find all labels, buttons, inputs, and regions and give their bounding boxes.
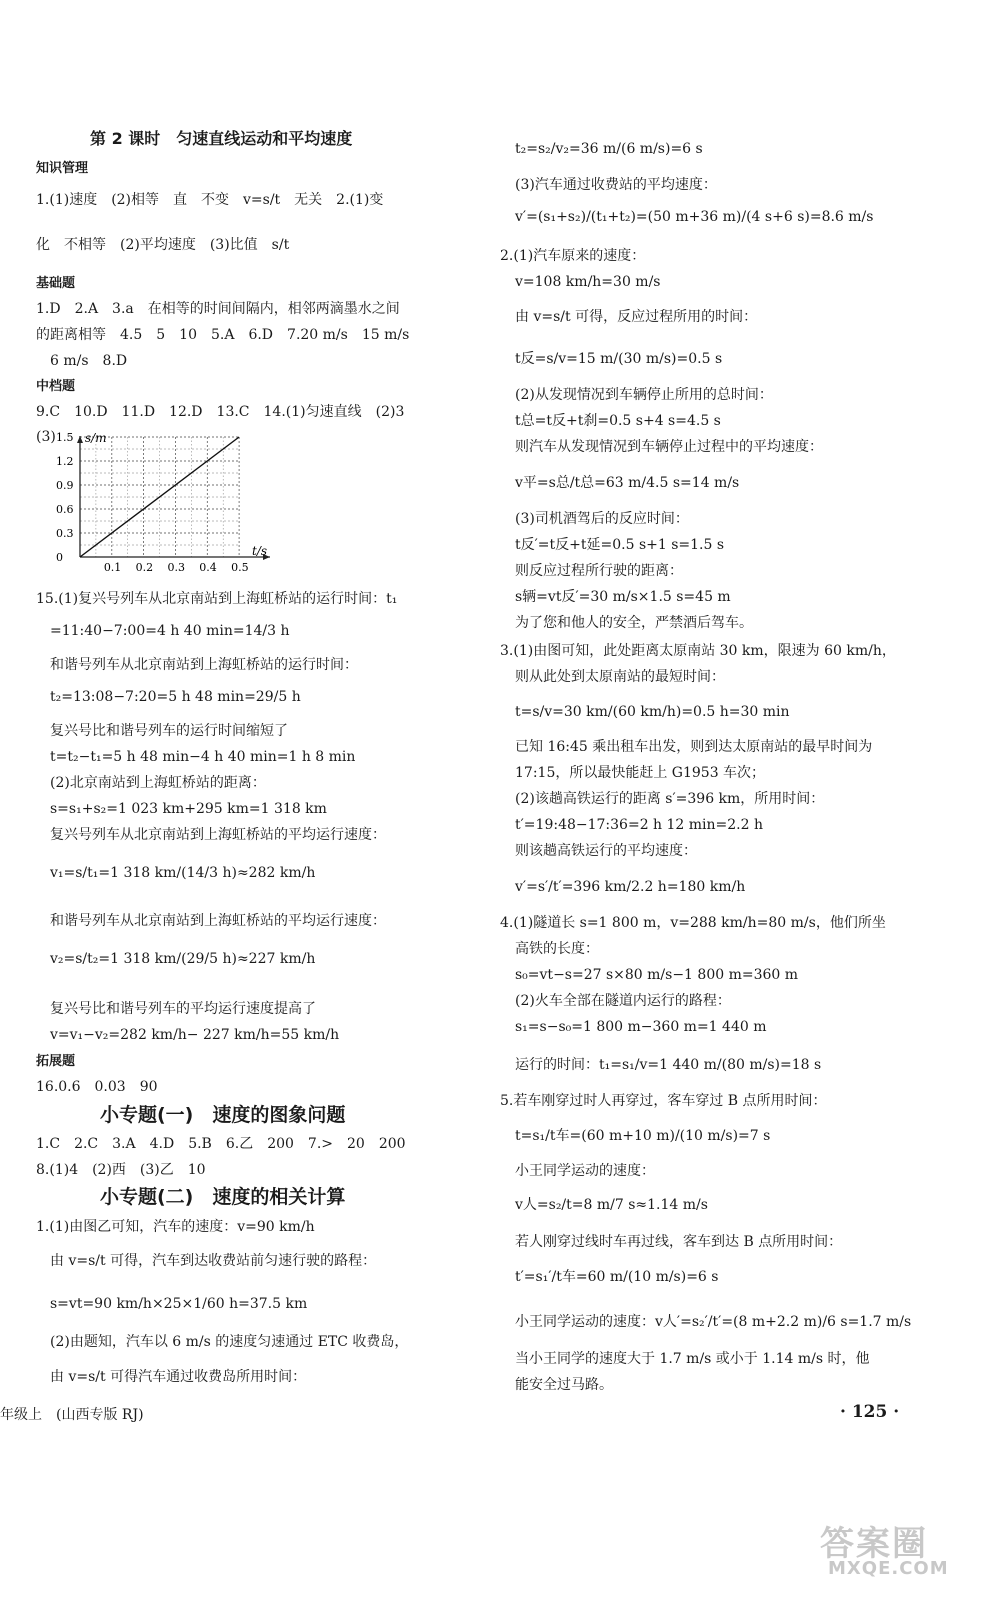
- left-line-12: =11:40−7:00=4 h 40 min=14/3 h: [50, 623, 290, 639]
- y-tick-label: 1.2: [56, 455, 74, 468]
- left-line-14: t₂=13:08−7:20=5 h 48 min=29/5 h: [50, 689, 301, 705]
- x-axis-label: t/s: [252, 544, 268, 558]
- left-line-26: 16.0.6 0.03 90: [36, 1079, 158, 1095]
- y-tick-label: 1.5: [56, 431, 74, 444]
- left-line-4: 基础题: [36, 276, 76, 291]
- left-line-25: 拓展题: [36, 1054, 76, 1069]
- footer-grade-label: 年级上 (山西专版 RJ): [0, 1407, 144, 1423]
- left-line-9: 9.C 10.D 11.D 12.D 13.C 14.(1)匀速直线 (2)3: [36, 404, 405, 420]
- right-line-27: s₀=vt−s=27 s×80 m/s−1 800 m=360 m: [515, 967, 799, 983]
- left-line-17: (2)北京南站到上海虹桥站的距离：: [50, 775, 266, 791]
- right-line-14: s辆=vt反′=30 m/s×1.5 s=45 m: [515, 589, 731, 605]
- right-line-38: 当小王同学的速度大于 1.7 m/s 或小于 1.14 m/s 时，他: [515, 1351, 870, 1367]
- right-line-4: v=108 km/h=30 m/s: [515, 274, 661, 290]
- left-line-29: 8.(1)4 (2)西 (3)乙 10: [36, 1162, 206, 1178]
- left-line-33: s=vt=90 km/h×25×1/60 h=37.5 km: [50, 1296, 308, 1312]
- left-line-13: 和谐号列车从北京南站到上海虹桥站的运行时间：: [50, 657, 358, 673]
- right-line-37: 小王同学运动的速度：v人′=s₂′/t′=(8 m+2.2 m)/6 s=1.7 m/s: [515, 1314, 912, 1330]
- right-line-15: 为了您和他人的安全，严禁酒后驾车。: [515, 615, 753, 631]
- right-line-36: t′=s₁′/t车=60 m/(10 m/s)=6 s: [515, 1269, 719, 1285]
- right-line-25: 4.(1)隧道长 s=1 800 m，v=288 km/h=80 m/s，他们所坐: [500, 915, 886, 931]
- y-axis-label: s/m: [85, 431, 107, 445]
- y-tick-label: 0: [56, 551, 63, 564]
- left-line-21: 和谐号列车从北京南站到上海虹桥站的平均运行速度：: [50, 913, 386, 929]
- distance-time-chart: [40, 430, 280, 575]
- left-line-8: 中档题: [36, 379, 76, 394]
- left-line-28: 1.C 2.C 3.A 4.D 5.B 6.乙 200 7.> 20 200: [36, 1136, 406, 1152]
- left-line-3: 化 不相等 (2)平均速度 (3)比值 s/t: [36, 237, 290, 253]
- y-tick-label: 0.3: [56, 527, 74, 540]
- watermark-url: MXQE.COM: [828, 1558, 949, 1579]
- x-tick-label: 0.1: [103, 561, 122, 574]
- left-line-7: 6 m/s 8.D: [50, 353, 128, 369]
- right-line-12: t反′=t反+t延=0.5 s+1 s=1.5 s: [515, 537, 725, 553]
- right-line-11: (3)司机酒驾后的反应时间：: [515, 511, 689, 527]
- left-line-30: 小专题(二) 速度的相关计算: [100, 1186, 346, 1208]
- left-line-32: 由 v=s/t 可得，汽车到达收费站前匀速行驶的路程：: [50, 1253, 377, 1269]
- left-line-16: t=t₂−t₁=5 h 48 min−4 h 40 min=1 h 8 min: [50, 749, 356, 765]
- page-number: · 125 ·: [840, 1402, 900, 1422]
- right-line-5: 由 v=s/t 可得，反应过程所用的时间：: [515, 309, 758, 325]
- right-line-7: (2)从发现情况到车辆停止所用的总时间：: [515, 387, 773, 403]
- right-line-34: v人=s₂/t=8 m/7 s≈1.14 m/s: [515, 1197, 708, 1213]
- right-line-31: 5.若车刚穿过时人再穿过，客车穿过 B 点所用时间：: [500, 1093, 827, 1109]
- left-line-6: 的距离相等 4.5 5 10 5.A 6.D 7.20 m/s 15 m/s: [36, 327, 410, 343]
- right-line-17: 则从此处到太原南站的最短时间：: [515, 669, 725, 685]
- left-line-27: 小专题(一) 速度的图象问题: [100, 1104, 346, 1126]
- left-line-10: (3): [36, 429, 56, 445]
- right-line-8: t总=t反+t刹=0.5 s+4 s=4.5 s: [515, 413, 721, 429]
- left-line-24: v=v₁−v₂=282 km/h− 227 km/h=55 km/h: [50, 1027, 340, 1043]
- left-line-22: v₂=s/t₂=1 318 km/(29/5 h)≈227 km/h: [50, 951, 316, 967]
- right-line-2: v′=(s₁+s₂)/(t₁+t₂)=(50 m+36 m)/(4 s+6 s)=8.6 m/s: [515, 209, 874, 225]
- left-line-35: 由 v=s/t 可得汽车通过收费岛所用时间：: [50, 1369, 307, 1385]
- left-line-20: v₁=s/t₁=1 318 km/(14/3 h)≈282 km/h: [50, 865, 316, 881]
- left-line-11: 15.(1)复兴号列车从北京南站到上海虹桥站的运行时间：t₁: [36, 591, 398, 607]
- right-line-6: t反=s/v=15 m/(30 m/s)=0.5 s: [515, 351, 723, 367]
- right-line-20: 17:15，所以最快能赶上 G1953 车次；: [515, 765, 766, 781]
- y-tick-label: 0.6: [56, 503, 74, 516]
- left-line-34: (2)由题知，汽车以 6 m/s 的速度匀速通过 ETC 收费岛，: [50, 1334, 409, 1350]
- right-line-24: v′=s′/t′=396 km/2.2 h=180 km/h: [515, 879, 746, 895]
- right-line-10: v平=s总/t总=63 m/4.5 s=14 m/s: [515, 475, 740, 491]
- y-axis-arrow: [77, 436, 83, 443]
- right-line-35: 若人刚穿过线时车再过线，客车到达 B 点所用时间：: [515, 1234, 843, 1250]
- right-line-22: t′=19:48−17:36=2 h 12 min=2.2 h: [515, 817, 764, 833]
- left-line-1: 知识管理: [36, 161, 89, 176]
- left-line-5: 1.D 2.A 3.a 在相等的时间间隔内，相邻两滴墨水之间: [36, 301, 400, 317]
- x-tick-label: 0.2: [135, 561, 154, 574]
- x-tick-label: 0.4: [199, 561, 217, 574]
- watermark-logo: [820, 1516, 980, 1582]
- x-tick-label: 0.3: [167, 561, 185, 574]
- left-line-31: 1.(1)由图乙可知，汽车的速度：v=90 km/h: [36, 1219, 315, 1235]
- left-line-23: 复兴号比和谐号列车的平均运行速度提高了: [50, 1001, 316, 1017]
- right-line-28: (2)火车全部在隧道内运行的路程：: [515, 993, 731, 1009]
- right-line-26: 高铁的长度：: [515, 941, 599, 957]
- right-line-3: 2.(1)汽车原来的速度：: [500, 248, 646, 264]
- right-line-39: 能安全过马路。: [515, 1377, 613, 1393]
- right-line-29: s₁=s−s₀=1 800 m−360 m=1 440 m: [515, 1019, 767, 1035]
- right-line-23: 则该趟高铁运行的平均速度：: [515, 843, 697, 859]
- right-line-30: 运行的时间：t₁=s₁/v=1 440 m/(80 m/s)=18 s: [515, 1057, 822, 1073]
- right-line-32: t=s₁/t车=(60 m+10 m)/(10 m/s)=7 s: [515, 1128, 771, 1144]
- right-line-9: 则汽车从发现情况到车辆停止过程中的平均速度：: [515, 439, 823, 455]
- right-line-0: t₂=s₂/v₂=36 m/(6 m/s)=6 s: [515, 141, 703, 157]
- left-line-15: 复兴号比和谐号列车的运行时间缩短了: [50, 723, 288, 739]
- y-tick-label: 0.9: [56, 479, 74, 492]
- right-line-19: 已知 16:45 乘出租车出发，则到达太原南站的最早时间为: [515, 739, 873, 755]
- right-line-16: 3.(1)由图可知，此处距离太原南站 30 km，限速为 60 km/h，: [500, 643, 896, 659]
- left-line-0: 第 2 课时 匀速直线运动和平均速度: [90, 129, 353, 148]
- watermark-text: 答案圈: [820, 1524, 928, 1564]
- x-tick-label: 0.5: [231, 561, 249, 574]
- right-line-13: 则反应过程所行驶的距离：: [515, 563, 683, 579]
- right-line-21: (2)该趟高铁运行的距离 s′=396 km，所用时间：: [515, 791, 825, 807]
- right-line-18: t=s/v=30 km/(60 km/h)=0.5 h=30 min: [515, 704, 790, 720]
- left-line-18: s=s₁+s₂=1 023 km+295 km=1 318 km: [50, 801, 327, 817]
- left-line-19: 复兴号列车从北京南站到上海虹桥站的平均运行速度：: [50, 827, 386, 843]
- right-line-1: (3)汽车通过收费站的平均速度：: [515, 177, 717, 193]
- right-line-33: 小王同学运动的速度：: [515, 1163, 655, 1179]
- left-line-2: 1.(1)速度 (2)相等 直 不变 v=s/t 无关 2.(1)变: [36, 192, 384, 208]
